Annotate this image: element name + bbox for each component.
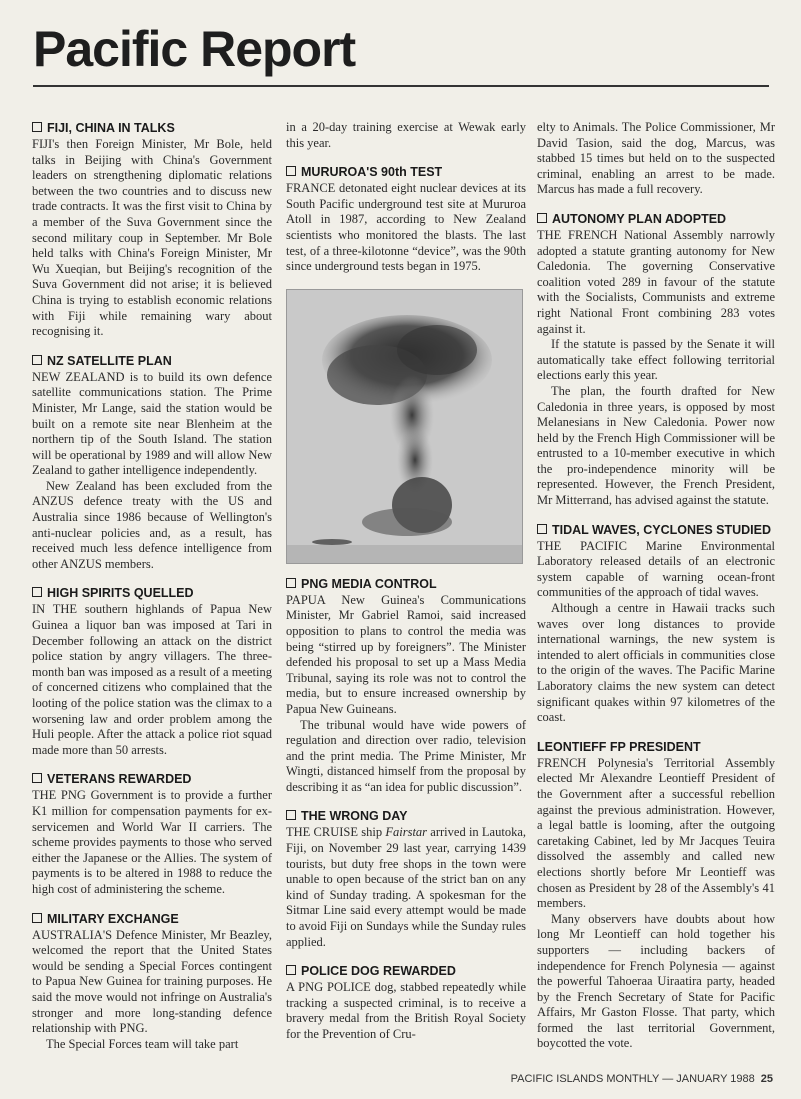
article-high-spirits: IN THE southern highlands of Papua New Guinea a liquor ban was imposed at Tari in December following an attack on the district police station by angry villagers. The three-month ban was imposed as a result of a meeting of concerned citizens who complained that the looting of the police station was the climax to a worsening law and order problem among the Huli people. After the attack a police riot squad made more than 50 arrests. [32, 602, 272, 757]
nuclear-test-photo [286, 289, 523, 564]
mushroom-cloud-image [287, 290, 522, 563]
article-police-dog-cont: elty to Animals. The Police Commissioner, Mr David Tasion, said the dog, Marcus, was stabbed 15 times but held on to the suspected criminal, enabling an arrest to be made. Marcus has made a full recovery. [537, 120, 775, 197]
headline-mururoa: MURUROA'S 90th TEST [286, 164, 526, 181]
column-3 [537, 120, 775, 1052]
bullet-box-icon [32, 913, 42, 923]
bullet-box-icon [286, 166, 296, 176]
bullet-box-icon [537, 524, 547, 534]
article-autonomy-plan: THE FRENCH National Assembly narrowly adopted a statute granting autonomy for New Caledonia. The governing Conservative coalition voted 289 in favour of the statute with the Socialists, Communists and extreme right National Front combining 283 votes against it. [537, 227, 775, 336]
headline-leontieff: LEONTIEFF FP PRESIDENT [537, 739, 701, 754]
page-number: 25 [760, 1073, 773, 1085]
headline-autonomy-plan: AUTONOMY PLAN ADOPTED [537, 211, 775, 228]
article-png-media: PAPUA New Guinea's Communications Minister, Mr Gabriel Ramoi, said increased opposition to plans to control the media was being “stirred up by foreigners”. The Minister defended his proposal to set up a Mass Media Tribunal, saying its role was not to control the media, but to ensure increased ownership by Papua New Guineans. [286, 592, 526, 716]
ship-name: Fairstar [385, 825, 428, 840]
article-military-exchange-cont: in a 20-day training exercise at Wewak early this year. [286, 120, 526, 150]
column-1 [32, 120, 272, 1052]
article-leontieff: FRENCH Polynesia's Territorial Assembly elected Mr Alexandre Leontieff President of the Government after a successful rebellion against the previous administration. However, a legal battle is looming, after the outgoing caretaking Cabinet, led by Mr Jacques Teuira dissolved the assembly and called new elections shortly before Mr Leontieff was chosen as President by 28 of the Assembly's 41 members. [537, 755, 775, 911]
bullet-box-icon [32, 122, 42, 132]
article-png-media-p2: The tribunal would have wide powers of regulation and direction over radio, television and the print media. The Prime Minister, Mr Wingti, distanced himself from the proposal by describing it as “an idea for public discussion”. [286, 717, 526, 794]
article-military-exchange-p2: The Special Forces team will take part [46, 1036, 239, 1051]
bullet-box-icon [32, 773, 42, 783]
bullet-box-icon [32, 355, 42, 365]
headline-military-exchange: MILITARY EXCHANGE [32, 911, 272, 928]
bullet-box-icon [286, 578, 296, 588]
headline-veterans: VETERANS REWARDED [32, 771, 272, 788]
bullet-box-icon [537, 213, 547, 223]
page-title: Pacific Report [33, 21, 356, 77]
bullet-box-icon [286, 965, 296, 975]
column-2 [286, 120, 526, 1043]
headline-png-media: PNG MEDIA CONTROL [286, 576, 526, 593]
article-nz-satellite-p2: New Zealand has been excluded from the ANZUS defence treaty with the US and Australia since 1986 because of Wellington's anti-nuclear policies and, as a result, has received much less defence intelligence from other ANZUS members. [32, 478, 272, 571]
headline-nz-satellite: NZ SATELLITE PLAN [32, 353, 272, 370]
headline-police-dog: POLICE DOG REWARDED [286, 963, 526, 980]
bullet-box-icon [32, 587, 42, 597]
article-police-dog: A PNG POLICE dog, stabbed repeatedly while tracking a suspected criminal, is to receive a bravery medal from the British Royal Society for the Prevention of Cru- [286, 980, 526, 1041]
bullet-box-icon [286, 810, 296, 820]
article-mururoa: FRANCE detonated eight nuclear devices at its South Pacific underground test site at Mururoa Atoll in 1987, according to New Zealand scientists who monitored the blasts. The last test, of a three-kilotonne “device”, was the 90th since underground tests began in 1975. [286, 181, 526, 274]
headline-high-spirits: HIGH SPIRITS QUELLED [32, 585, 272, 602]
article-leontieff-p2: Many observers have doubts about how long Mr Leontieff can hold together his supporters — including backers of independence for French Polynesia — against the powerful Tahoeraa Uiraatira party, headed by the French Secretary of State for Pacific Affairs, Mr Gaston Flosse. That party, which formed the last territorial Government, boycotted the vote. [537, 911, 775, 1051]
article-wrong-day: THE CRUISE ship Fairstar arrived in Lautoka, Fiji, on November 29 last year, carrying 1439 tourists, but duty free shops in the town were unable to open because of the strict ban on any kind of Sunday trading. A spokesman for the Sitmar Line said every attempt would be made to avoid Fiji on Sundays while the Sunday rules applied. [286, 825, 527, 949]
article-military-exchange: AUSTRALIA'S Defence Minister, Mr Beazley, welcomed the report that the United States would be sending a Special Forces contingent to Papua New Guinea for training purposes. He said the move would not infringe on Australia's stronger and more long-standing defence relationship with PNG. [32, 927, 272, 1036]
article-veterans: THE PNG Government is to provide a further K1 million for compensation payments for ex-servicemen and World War II carriers. The scheme provides payments to those who served either the Japanese or the Allies. The system of payments is to be altered in 1988 to reduce the high cost of administering the scheme. [32, 788, 272, 896]
article-tidal-waves-p2: Although a centre in Hawaii tracks such waves over long distances to provide international warnings, the new system is intended to alert officials in communities close to the origin of the waves. The Pacific Marine Laboratory claims the new system can detect significant quakes within 97 kilometres of the coast. [537, 601, 775, 725]
article-nz-satellite: NEW ZEALAND is to build its own defence satellite communications station. The Prime Minister, Mr Lange, said the station would be built on a remote site near Blenheim at the northern tip of the South Island. The station will be operational by 1989 and will allow New Zealand to gather intelligence independently. [32, 369, 272, 478]
article-tidal-waves: THE PACIFIC Marine Environmental Laboratory released details of an electronic system capable of warning ocean-front communities of the approach of tidal waves. [537, 538, 775, 600]
article-autonomy-plan-p3: The plan, the fourth drafted for New Caledonia in three years, is opposed by most Melanesians in New Caledonia. Power now held by the French High Commissioner will be entrusted to a 10-member executive in which the pro-independence minority will be represented. However, the French President, Mr Mitterrand, has advised against the statute. [537, 383, 775, 508]
title-rule [33, 85, 769, 87]
headline-fiji-china: FIJI, CHINA IN TALKS [32, 120, 272, 137]
headline-tidal-waves: TIDAL WAVES, CYCLONES STUDIED [537, 522, 775, 539]
publication-line: PACIFIC ISLANDS MONTHLY — JANUARY 1988 [510, 1073, 755, 1085]
headline-wrong-day: THE WRONG DAY [286, 808, 526, 825]
article-autonomy-plan-p2: If the statute is passed by the Senate it will automatically take effect following territorial elections early this year. [537, 337, 775, 383]
page-footer [511, 1073, 773, 1085]
article-fiji-china: FIJI's then Foreign Minister, Mr Bole, held talks in Beijing with China's Government leaders on strengthening diplomatic relations between the two countries and to discuss new trade contracts. It was the first visit to China by a member of the Suva Government since the second military coup in September. Mr Bole held talks with China's Foreign Minister, Mr Wu Xueqian, but Beijing's recognition of the Suva Government did not arise; it is believed China is trying to establish economic relations with Fiji while remaining wary about recognising it. [32, 137, 272, 339]
